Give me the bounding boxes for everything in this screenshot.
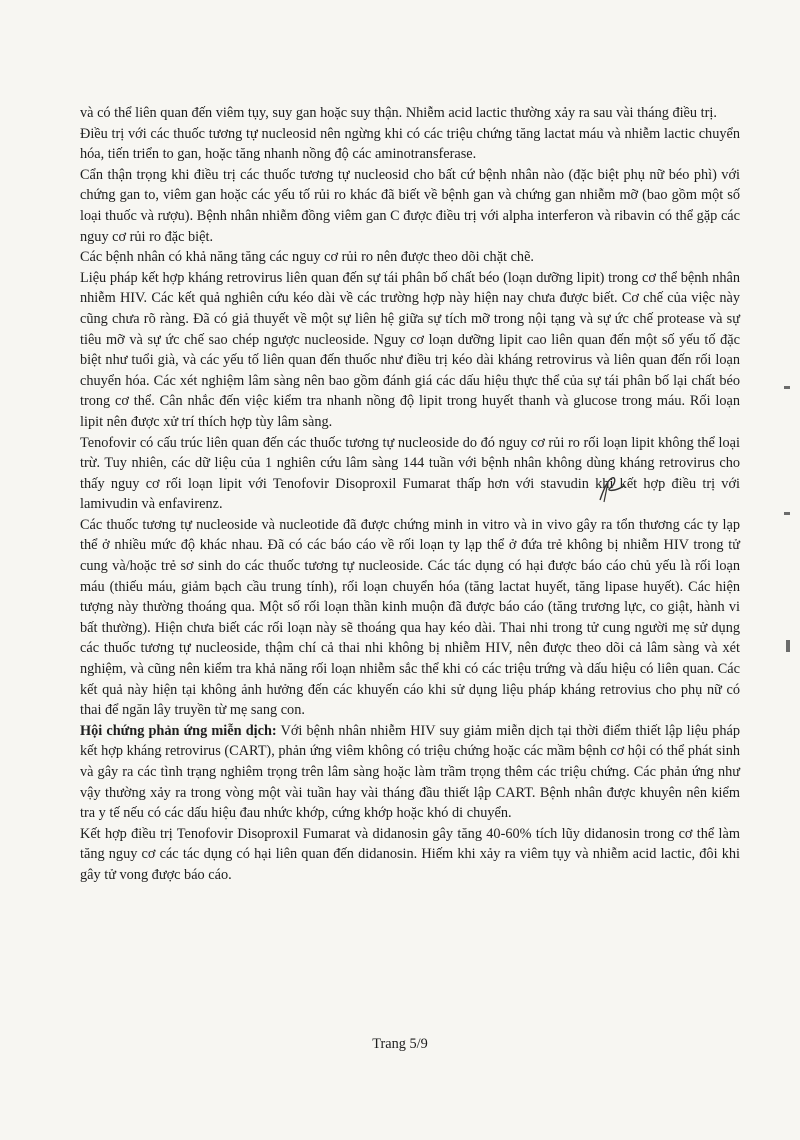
paragraph-7: Các thuốc tương tự nucleoside và nucleotide đã được chứng minh in vitro và in vivo gây ra tổn thương các ty lạp thể ở nhiều mức độ khác nhau. Đã có các báo cáo về rối loạn ty lạp thể ở đứa trẻ không bị nhiễm HIV trong tử cung và/hoặc trẻ sơ sinh do các thuốc tương tự nucleoside. Các tác dụng có hại được báo cáo chủ yếu là rối loạn máu (thiếu máu, giảm bạch cầu trung tính), rối loạn chuyển hóa (tăng lactat huyết, tăng lipase huyết). Các hiện tượng này thường thoáng qua. Một số rối loạn thần kinh muộn đã được báo cáo (tăng trương lực, co giật, hành vi bất thường). Hiện chưa biết các rối loạn này sẽ thoáng qua hay kéo dài. Thai nhi trong tử cung người mẹ sử dụng các thuốc tương tự nucleoside, thậm chí cả thai nhi không bị nhiễm HIV, nên được theo dõi cả lâm sàng và xét nghiệm, và cũng nên kiểm tra khả năng rối loạn nhiễm sắc thể khi có các triệu trứng và dấu hiệu có liên quan. Các kết quả này hiện tại không ảnh hưởng đến các khuyến cáo khi sử dụng liệu pháp kháng retrovius cho phụ nữ có thai để ngăn lây truyền từ mẹ sang con. xyxy=(80,516,740,719)
scan-mark xyxy=(784,386,790,389)
paragraph-4: Các bệnh nhân có khả năng tăng các nguy cơ rủi ro nên được theo dõi chặt chẽ. xyxy=(80,249,534,266)
immune-text: Với bệnh nhân nhiễm HIV suy giảm miễn dịch tại thời điểm thiết lập liệu pháp kết hợp kháng retrovirus (CART), phản ứng viêm không có triệu chứng hoặc các mầm bệnh cơ hội có thể phát sinh và gây ra các tình trạng nghiêm trọng trên lâm sàng hoặc làm trầm trọng thêm các triệu chứng. Các phản ứng như vậy thường xảy ra trong vòng một vài tuần hay vài tháng đầu thiết lập CART. Bệnh nhân được khuyên nên kiểm tra y tế nếu có các dấu hiệu đau nhức khớp, cứng khớp hoặc khó di chuyển. xyxy=(80,722,740,822)
paragraph-3: Cẩn thận trọng khi điều trị các thuốc tương tự nucleosid cho bất cứ bệnh nhân nào (đặc biệt phụ nữ béo phì) với chứng gan to, viêm gan hoặc các yếu tố rủi ro khác đã biết về bệnh gan và chứng gan nhiễm mỡ (bao gồm một số loại thuốc và rượu). Bệnh nhân nhiễm đồng viêm gan C được điều trị với alpha interferon và ribavin có thể gặp các nguy cơ rủi ro đặc biệt. xyxy=(80,166,740,245)
paragraph-1: và có thể liên quan đến viêm tụy, suy gan hoặc suy thận. Nhiễm acid lactic thường xảy ra sau vài tháng điều trị. xyxy=(80,105,717,121)
paragraph-2: Điều trị với các thuốc tương tự nucleosid nên ngừng khi có các triệu chứng tăng lactat máu và nhiễm lactic chuyển hóa, tiến triển to gan, hoặc tăng nhanh nồng độ các aminotransferase. xyxy=(80,125,740,163)
document-body xyxy=(80,103,740,886)
page-number: Trang 5/9 xyxy=(372,1036,428,1052)
paragraph-immune xyxy=(80,721,740,824)
scan-mark xyxy=(784,512,790,515)
immune-heading: Hội chứng phản ứng miễn dịch: xyxy=(80,722,277,739)
paragraph-5: Liệu pháp kết hợp kháng retrovirus liên quan đến sự tái phân bố chất béo (loạn dưỡng lipit) trong cơ thể bệnh nhân nhiễm HIV. Các kết quả nghiên cứu kéo dài về các trường hợp này hiện nay chưa được biết. Cơ chế của việc này cũng chưa rõ ràng. Đã có giả thuyết về một sự liên hệ giữa sự tích mỡ trong nội tạng và sự ức chế protease và sự tiêu mỡ và sự ức chế sao chép ngược nucleoside. Nguy cơ loạn dưỡng lipit cao liên quan đến một số yếu tố đặc biệt như tuổi già, và các yếu tố liên quan đến thuốc như điều trị kéo dài kháng retrovirus và liên quan đến rối loạn chuyển hóa. Các xét nghiệm lâm sàng nên bao gồm đánh giá các dấu hiệu thực thể của sự tái phân bố lại chất béo trong cơ thể. Cân nhắc đến việc kiểm tra nhanh nồng độ lipit trong huyết thanh và glucose trong máu. Rối loạn lipit nên được xử trí thích hợp tùy lâm sàng. xyxy=(80,269,740,430)
signature-mark xyxy=(594,474,634,504)
paragraph-last: Kết hợp điều trị Tenofovir Disoproxil Fumarat và didanosin gây tăng 40-60% tích lũy didanosin trong cơ thể làm tăng nguy cơ các tác dụng có hại liên quan đến didanosin. Hiếm khi xảy ra viêm tụy và nhiễm acid lactic, đôi khi gây tử vong được báo cáo. xyxy=(80,825,740,883)
scan-mark xyxy=(786,640,790,652)
paragraph-6: Tenofovir có cấu trúc liên quan đến các thuốc tương tự nucleoside do đó nguy cơ rủi ro rối loạn lipit không thể loại trừ. Tuy nhiên, các dữ liệu của 1 nghiên cứu lâm sàng 144 tuần với bệnh nhân không dùng kháng retrovirus cho thấy nguy cơ rối loạn lipit với Tenofovir Disoproxil Fumarat thấp hơn với stavudin khi kết hợp điều trị với lamivudin và enfavirenz. xyxy=(80,434,740,513)
